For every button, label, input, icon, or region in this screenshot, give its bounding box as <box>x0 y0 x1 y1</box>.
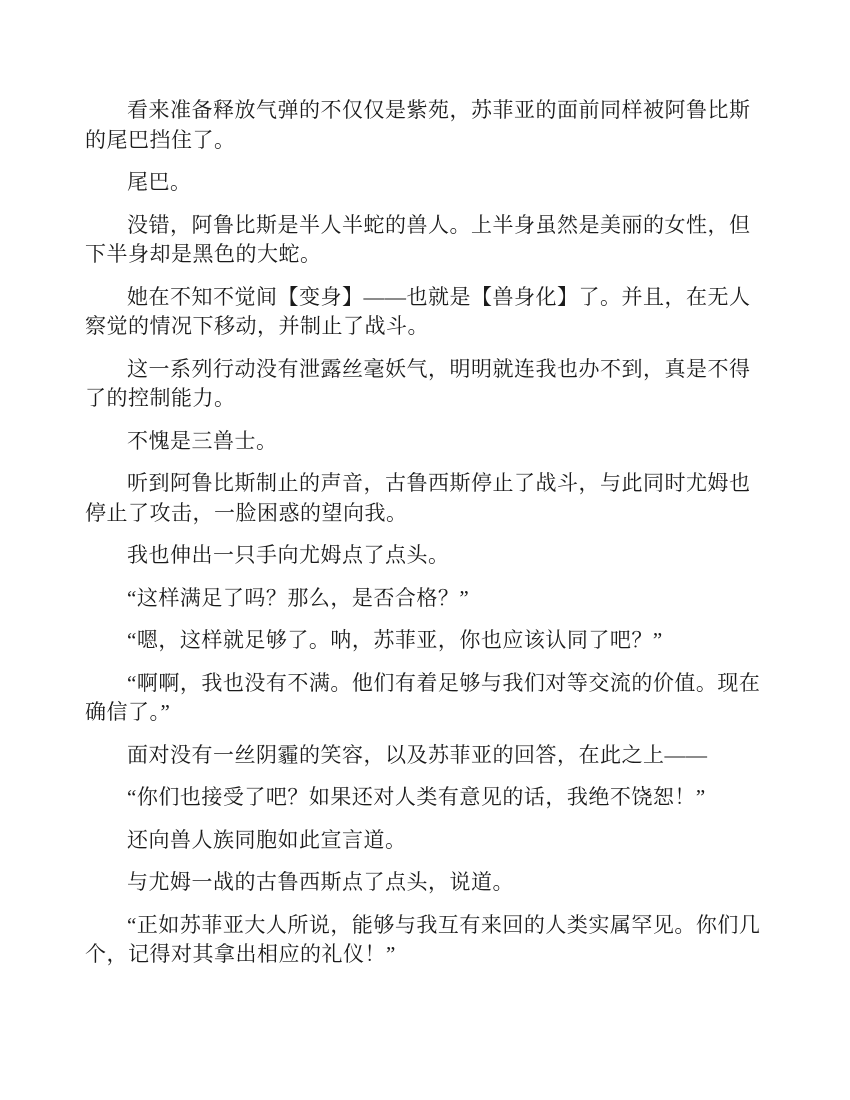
paragraph: “你们也接受了吧？如果还对人类有意见的话，我绝不饶恕！” <box>127 785 706 809</box>
paragraph: “啊啊，我也没有不满。他们有着足够与我们对等交流的价值。现在确信了。” <box>85 670 761 724</box>
paragraph: “正如苏菲亚大人所说，能够与我互有来回的人类实属罕见。你们几个，记得对其拿出相应的礼仪！” <box>85 912 761 966</box>
paragraph: 我也伸出一只手向尤姆点了点头。 <box>127 543 450 567</box>
paragraph: 不愧是三兽士。 <box>127 428 278 453</box>
paragraph: 没错，阿鲁比斯是半人半蛇的兽人。上半身虽然是美丽的女性，但下半身却是黑色的大蛇。 <box>85 212 751 266</box>
paragraph: 面对没有一丝阴霾的笑容，以及苏菲亚的回答，在此之上—— <box>127 742 708 767</box>
paragraph: 她在不知不觉间【变身】——也就是【兽身化】了。并且，在无人察觉的情况下移动，并制止了战斗。 <box>85 284 751 338</box>
paragraph: 还向兽人族同胞如此宣言道。 <box>127 827 407 852</box>
paragraph: “嗯，这样就足够了。呐，苏菲亚，你也应该认同了吧？” <box>127 628 663 652</box>
paragraph: “这样满足了吗？那么，是否合格？” <box>127 585 470 610</box>
paragraph: 与尤姆一战的古鲁西斯点了点头，说道。 <box>127 870 514 894</box>
paragraph: 尾巴。 <box>127 170 192 194</box>
paragraph: 看来准备释放气弹的不仅仅是紫苑，苏菲亚的面前同样被阿鲁比斯的尾巴挡住了。 <box>85 98 751 152</box>
paragraph: 听到阿鲁比斯制止的声音，古鲁西斯停止了战斗，与此同时尤姆也停止了攻击，一脸困惑的望向我。 <box>85 471 751 525</box>
paragraph: 这一系列行动没有泄露丝毫妖气，明明就连我也办不到，真是不得了的控制能力。 <box>85 356 751 410</box>
